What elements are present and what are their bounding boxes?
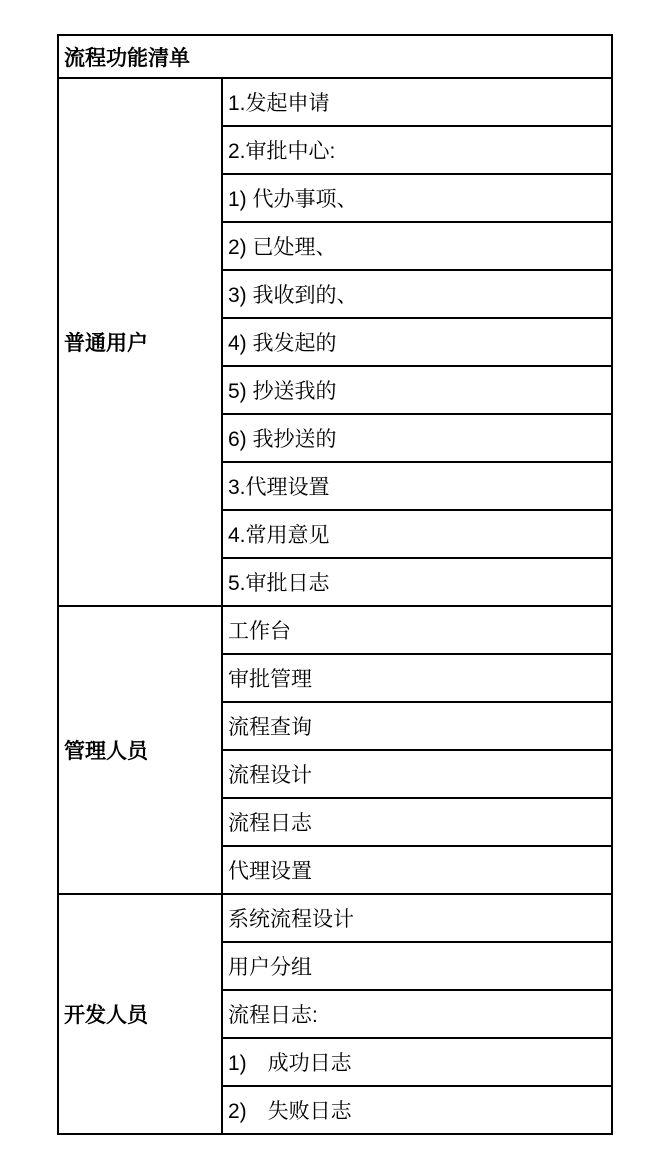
item-cell: 流程设计 [222,750,612,798]
item-cell: 1.发起申请 [222,78,612,126]
item-cell: 3.代理设置 [222,462,612,510]
item-cell: 3) 我收到的、 [222,270,612,318]
item-cell: 2) 已处理、 [222,222,612,270]
item-cell: 5.审批日志 [222,558,612,606]
table-row [58,78,612,126]
item-cell: 流程日志 [222,798,612,846]
item-cell: 工作台 [222,606,612,654]
table-row [58,894,612,942]
item-cell: 系统流程设计 [222,894,612,942]
item-cell: 代理设置 [222,846,612,894]
item-cell: 4.常用意见 [222,510,612,558]
item-cell: 4) 我发起的 [222,318,612,366]
item-cell: 2.审批中心: [222,126,612,174]
item-cell: 1) 代办事项、 [222,174,612,222]
item-cell: 审批管理 [222,654,612,702]
role-cell-regular-user: 普通用户 [58,78,222,606]
item-cell: 2) 失败日志 [222,1086,612,1134]
item-cell: 6) 我抄送的 [222,414,612,462]
item-cell: 用户分组 [222,942,612,990]
process-function-table [57,34,613,1135]
table-header-row [58,35,612,78]
table-row [58,606,612,654]
role-cell-developer: 开发人员 [58,894,222,1134]
table-title: 流程功能清单 [58,35,612,78]
item-cell: 1) 成功日志 [222,1038,612,1086]
item-cell: 流程查询 [222,702,612,750]
item-cell: 5) 抄送我的 [222,366,612,414]
item-cell: 流程日志: [222,990,612,1038]
role-cell-admin: 管理人员 [58,606,222,894]
